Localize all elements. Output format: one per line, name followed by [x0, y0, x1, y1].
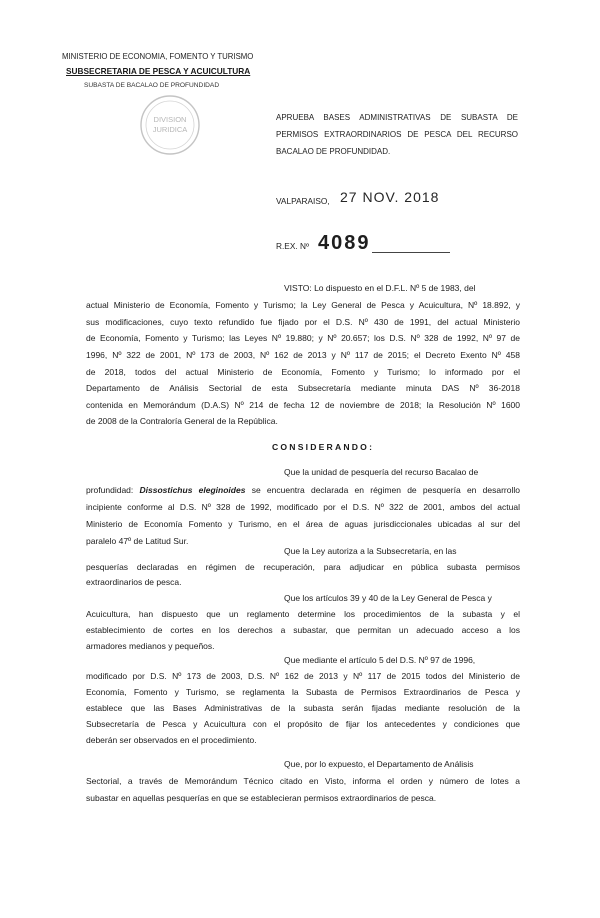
visto-line: VISTO: Lo dispuesto en el D.F.L. Nº 5 de 1983, del — [284, 283, 476, 293]
stamp-line-1: DIVISION — [153, 115, 187, 124]
considerando-line: Subsecretaría de Pesca y Acuicultura con el propósito de fijar los antecedentes y condiciones que — [86, 719, 520, 729]
ministry-name: MINISTERIO DE ECONOMIA, FOMENTO Y TURISMO — [62, 52, 254, 61]
title-line: APRUEBA BASES ADMINISTRATIVAS DE SUBASTA DE — [276, 113, 518, 122]
considerando-line: Que los artículos 39 y 40 de la Ley General de Pesca y — [284, 593, 492, 603]
date-stamp: 27 NOV. 2018 — [340, 189, 440, 205]
considerando-line: Que la Ley autoriza a la Subsecretaría, en las — [284, 546, 457, 556]
visto-line: Departamento de Análisis Sectorial de esta Subsecretaría mediante minuta DAS Nº 36-2018 — [86, 383, 520, 393]
species-line-before: profundidad: — [86, 485, 134, 495]
visto-line: actual Ministerio de Economía, Fomento y Turismo; la Ley General de Pesca y Acuicultura, Nº 18.892, y — [86, 300, 520, 310]
visto-line: de Economía, Fomento y Turismo; las Leyes Nº 19.880; y Nº 20.657; los D.S. Nº 328 de 1992, Nº 97 de — [86, 333, 520, 343]
species-line-after: se encuentra declarada en régimen de pesquería en desarrollo — [251, 485, 520, 495]
considerando-line: Economía, Fomento y Turismo, se reglamenta la Subasta de Permisos Extraordinarios de Pesca y — [86, 687, 520, 697]
resolution-label: R.EX. Nº — [276, 241, 309, 251]
considerando-line: Que, por lo expuesto, el Departamento de Análisis — [284, 759, 474, 769]
considerando-line: Sectorial, a través de Memorándum Técnico citado en Visto, informa el orden y número de lotes a — [86, 776, 520, 786]
considerando-line: establecimiento de cortes en los derechos a subastar, que permitan un adecuado acceso a los — [86, 625, 520, 635]
visto-line: de 2018, todos del actual Ministerio de Economía, Fomento y Turismo; lo informado por el — [86, 367, 520, 377]
title-line: PERMISOS EXTRAORDINARIOS DE PESCA DEL RECURSO — [276, 130, 518, 139]
considerando-line: modificado por D.S. Nº 173 de 2003, D.S. Nº 162 de 2013 y Nº 117 de 2015 todos del Ministerio de — [86, 671, 520, 681]
division-stamp — [138, 93, 202, 157]
visto-line: contenida en Memorándum (D.A.S) Nº 214 de fecha 12 de noviembre de 2018; la Resolución Nº 1600 — [86, 400, 520, 410]
species-name: Dissostichus eleginoides — [139, 485, 246, 495]
considerando-line: armadores medianos y pequeños. — [86, 641, 215, 651]
considerando-line: subastar en aquellas pesquerías en que se establecieran permisos extraordinarios de pesca. — [86, 793, 437, 803]
considerando-line: paralelo 47º de Latitud Sur. — [86, 536, 189, 546]
considerando-line: Que la unidad de pesquería del recurso Bacalao de — [284, 467, 479, 477]
subsecretariat-name: SUBSECRETARIA DE PESCA Y ACUICULTURA — [66, 66, 251, 76]
species-line — [86, 485, 520, 496]
visto-line: de 2008 de la Contraloría General de la República. — [86, 416, 278, 426]
considerando-line: pesquerías declaradas en régimen de recuperación, para adjudicar en pública subasta permisos — [86, 562, 520, 572]
considerando-line: Ministerio de Economía Fomento y Turismo, en el área de aguas jurisdiccionales ubicadas al sur del — [86, 519, 520, 529]
considerando-line: incipiente conforme al D.S. Nº 328 de 1992, modificado por el D.S. Nº 322 de 2001, ambos del actual — [86, 502, 520, 512]
considerando-line: Acuicultura, han dispuesto que un reglamento determine los procedimientos de la subasta y el — [86, 609, 520, 619]
dateline-place: VALPARAISO, — [276, 196, 330, 206]
considerando-line: deberán ser observados en el procedimiento. — [86, 735, 257, 745]
resolution-underline — [372, 252, 450, 253]
resolution-number: 4089 — [318, 232, 371, 254]
considerando-line: extraordinarios de pesca. — [86, 577, 182, 587]
considerando-line: Que mediante el artículo 5 del D.S. Nº 97 de 1996, — [284, 655, 476, 665]
title-line: BACALAO DE PROFUNDIDAD. — [276, 147, 391, 156]
considerando-heading: CONSIDERANDO: — [272, 442, 375, 452]
unit-name: SUBASTA DE BACALAO DE PROFUNDIDAD — [84, 82, 220, 89]
visto-line: sus modificaciones, cuyo texto refundido fue fijado por el D.S. Nº 430 de 1991, del actual Ministerio — [86, 317, 520, 327]
stamp-line-2: JURIDICA — [152, 125, 188, 134]
visto-line: 1996, Nº 322 de 2001, Nº 173 de 2003, Nº 162 de 2013 y Nº 117 de 2015; el Decreto Exento Nº 458 — [86, 350, 520, 360]
considerando-line: establece que las Bases Administrativas de la subasta serán fijadas mediante resolución de la — [86, 703, 520, 713]
